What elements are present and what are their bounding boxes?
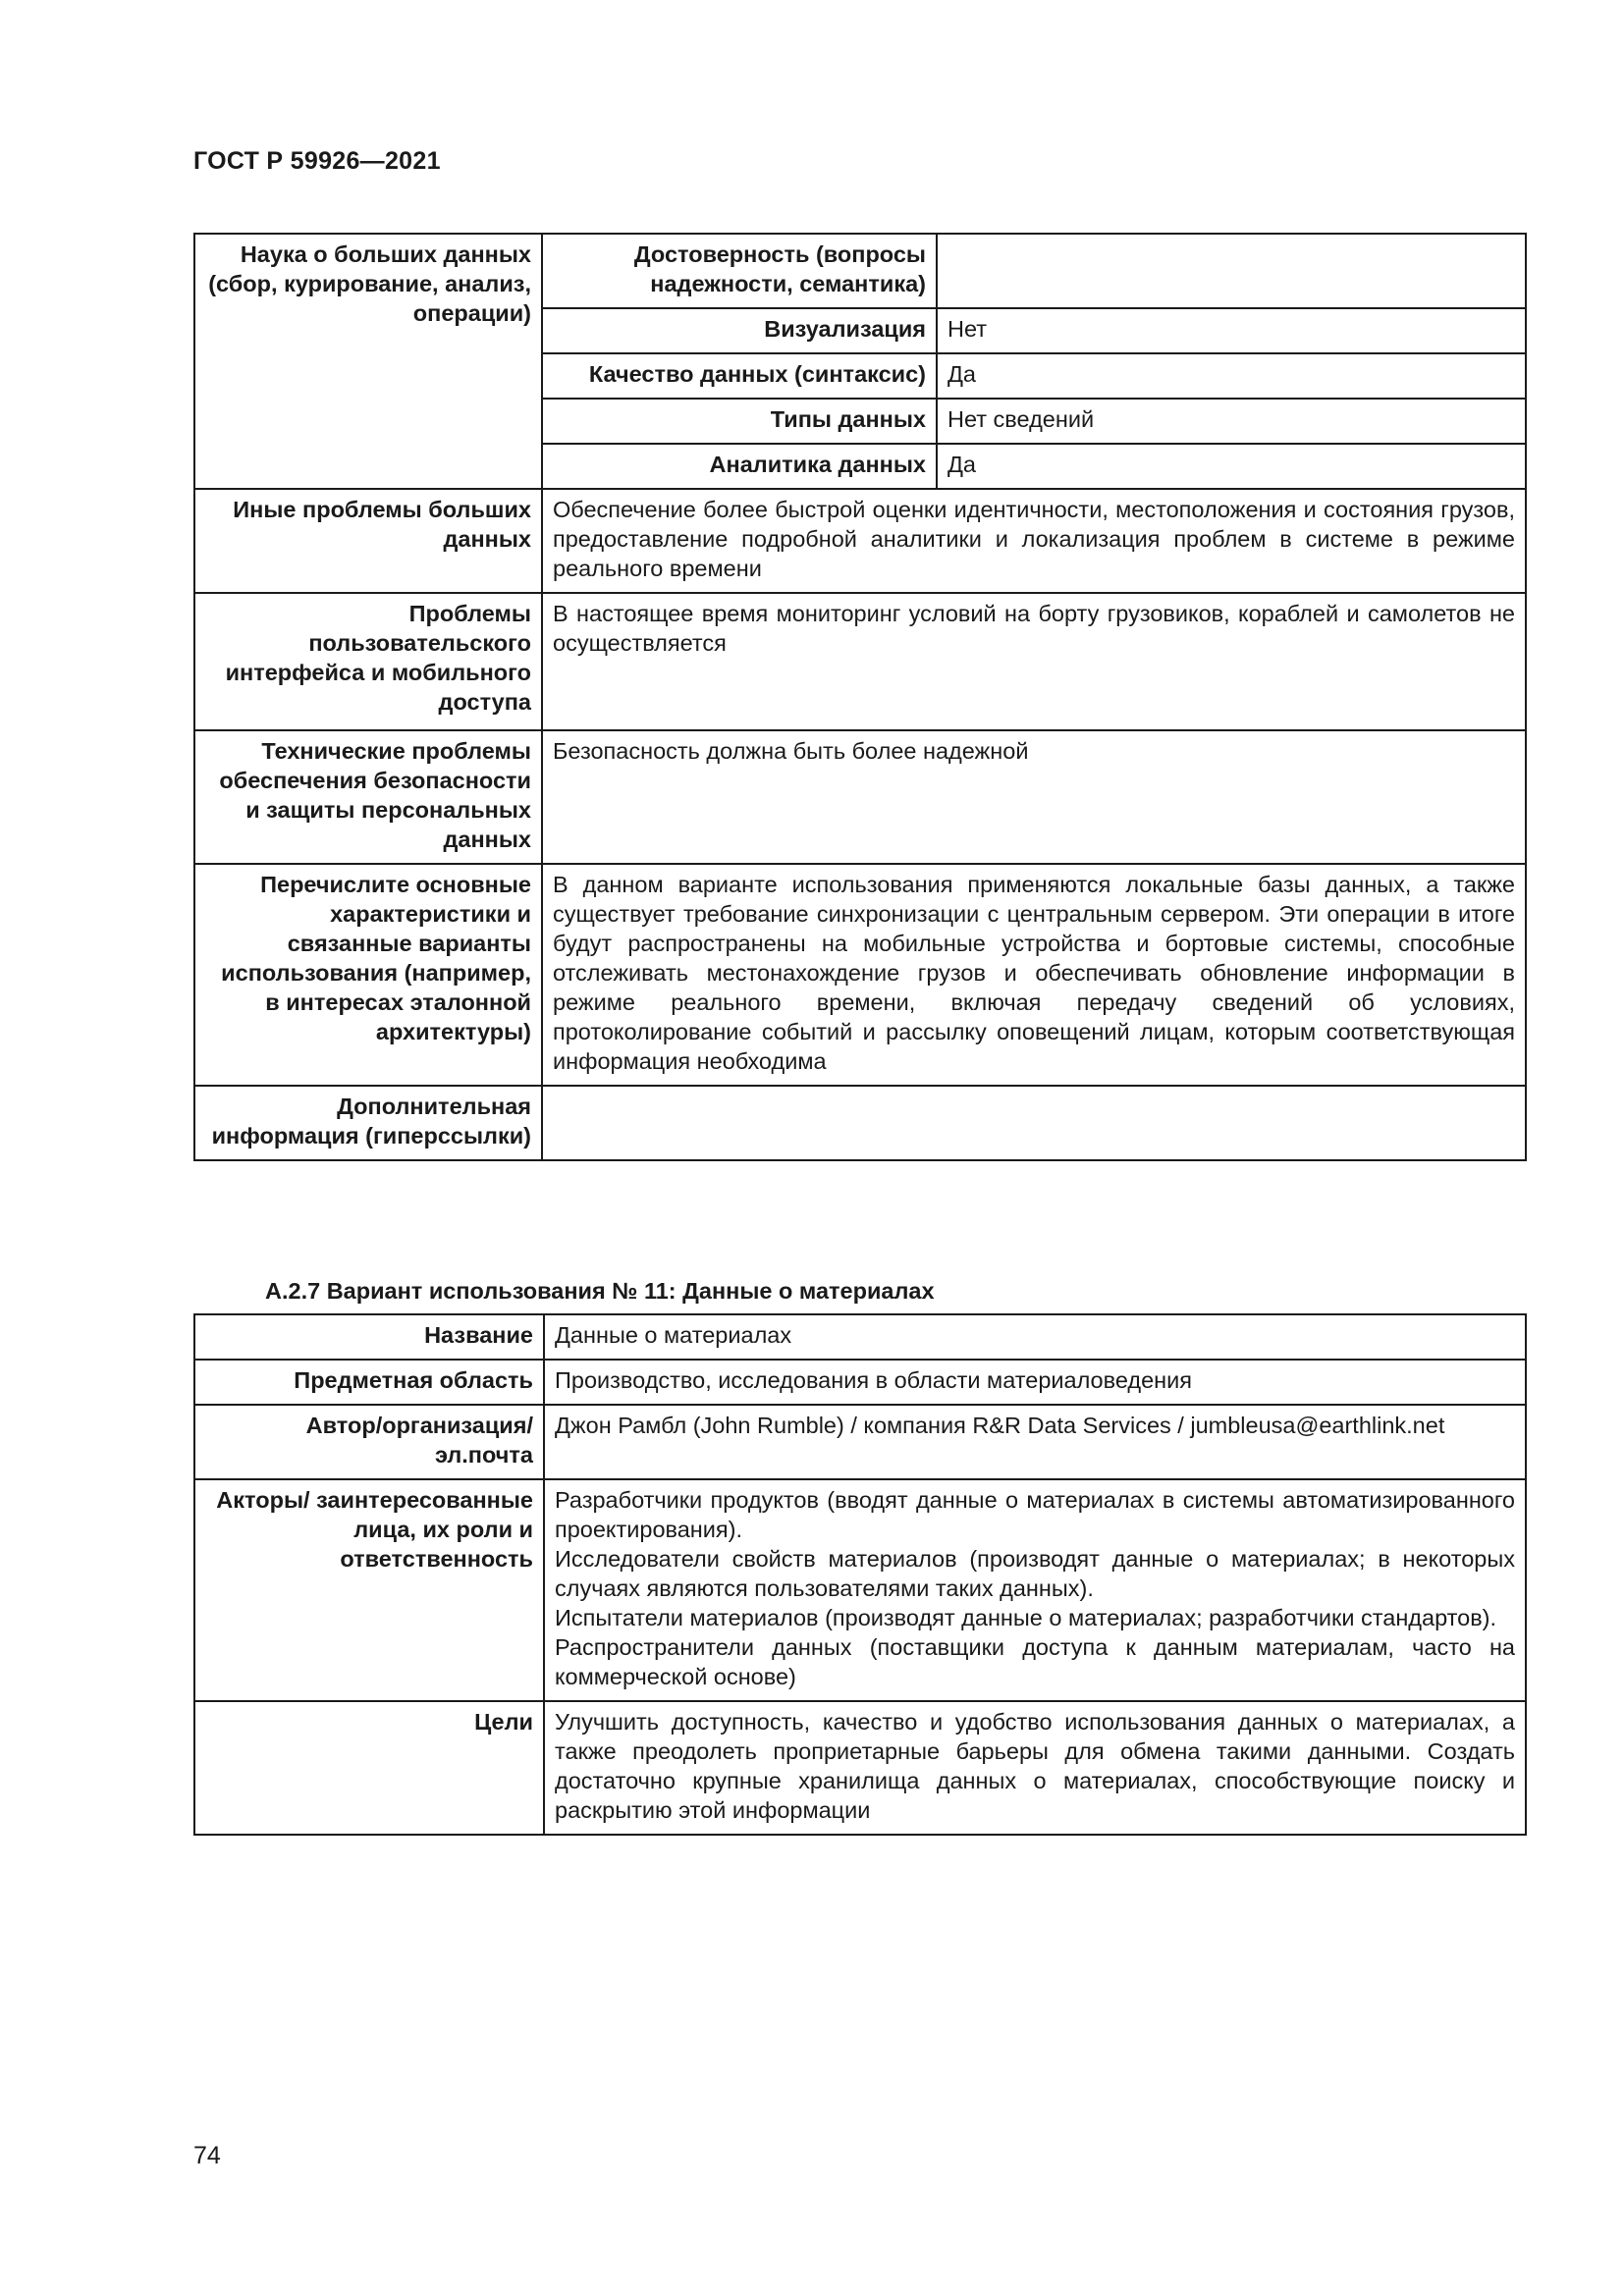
table-row — [194, 593, 1526, 730]
table-row — [194, 1701, 1526, 1835]
sub-value-veracity — [937, 234, 1526, 308]
actor-line: Испытатели материалов (производят данные о материалах; разработчики стандартов). — [555, 1605, 1497, 1630]
row-label-ui-mobile: Проблемы пользовательского интерфейса и мобильного доступа — [194, 593, 542, 730]
row-label-security: Технические проблемы обеспечения безопасности и защиты персональных данных — [194, 730, 542, 864]
row-label-author: Автор/организация/ эл.почта — [194, 1405, 544, 1479]
table-row — [194, 1314, 1526, 1360]
sub-label-data-quality: Качество данных (синтаксис) — [542, 353, 937, 399]
row-label-name: Название — [194, 1314, 544, 1360]
sub-value-data-quality: Да — [937, 353, 1526, 399]
sub-label-veracity: Достоверность (вопросы надежности, семантика) — [542, 234, 937, 308]
actor-line: Разработчики продуктов (вводят данные о материалах в системы автоматизированного проектирования). — [555, 1487, 1515, 1542]
row-label-goals: Цели — [194, 1701, 544, 1835]
sub-value-data-types: Нет сведений — [937, 399, 1526, 444]
row-label-additional-info: Дополнительная информация (гиперссылки) — [194, 1086, 542, 1160]
sub-label-visualization: Визуализация — [542, 308, 937, 353]
row-value-goals: Улучшить доступность, качество и удобство использования данных о материалах, а также преодолеть проприетарные барьеры для обмена такими данными. Создать достаточно крупные хранилища данных о материалах, способствующие поиску и раскрытию этой информации — [544, 1701, 1526, 1835]
table-row — [194, 489, 1526, 593]
sub-label-data-analytics: Аналитика данных — [542, 444, 937, 489]
row-value-characteristics: В данном варианте использования применяются локальные базы данных, а также существует требование синхронизации с центральным сервером. Эти операции в итоге будут распространены на мобильные устройства и бортовые системы, способные отслеживать местонахождение грузов и обеспечивать обновление информации в режиме реального времени, включая передачу сведений об условиях, протоколирование событий и рассылку оповещений лицам, которым соответствующая информация необходима — [542, 864, 1526, 1086]
sub-label-data-types: Типы данных — [542, 399, 937, 444]
actor-line: Исследователи свойств материалов (производят данные о материалах; в некоторых случаях являются пользователями таких данных). — [555, 1546, 1515, 1601]
table-row — [194, 1086, 1526, 1160]
table-row — [194, 730, 1526, 864]
row-label-characteristics: Перечислите основные характеристики и связанные варианты использования (например, в интересах эталонной архитектуры) — [194, 864, 542, 1086]
table-row — [194, 864, 1526, 1086]
section-title: А.2.7 Вариант использования № 11: Данные о материалах — [265, 1278, 935, 1304]
use-case-table-continued — [193, 233, 1527, 1161]
row-value-other-problems: Обеспечение более быстрой оценки идентичности, местоположения и состояния грузов, предоставление подробной аналитики и локализация проблем в системе в режиме реального времени — [542, 489, 1526, 593]
use-case-11-table — [193, 1313, 1527, 1836]
table-row — [194, 1479, 1526, 1701]
row-value-author: Джон Рамбл (John Rumble) / компания R&R Data Services / jumbleusa@earthlink.net — [544, 1405, 1526, 1479]
row-value-name: Данные о материалах — [544, 1314, 1526, 1360]
row-label-big-data-science: Наука о больших данных (сбор, курирование, анализ, операции) — [194, 234, 542, 489]
table-row — [194, 1405, 1526, 1479]
actor-line: Распространители данных (поставщики доступа к данным материалам, часто на коммерческой основе) — [555, 1634, 1515, 1689]
row-label-other-problems: Иные проблемы больших данных — [194, 489, 542, 593]
table-row — [194, 1360, 1526, 1405]
row-label-domain: Предметная область — [194, 1360, 544, 1405]
row-value-domain: Производство, исследования в области материаловедения — [544, 1360, 1526, 1405]
sub-value-visualization: Нет — [937, 308, 1526, 353]
sub-value-data-analytics: Да — [937, 444, 1526, 489]
row-value-additional-info — [542, 1086, 1526, 1160]
row-value-security: Безопасность должна быть более надежной — [542, 730, 1526, 864]
row-label-actors: Акторы/ заинтересованные лица, их роли и ответственность — [194, 1479, 544, 1701]
row-value-actors — [544, 1479, 1526, 1701]
page-number: 74 — [193, 2142, 221, 2169]
document-header: ГОСТ Р 59926—2021 — [193, 147, 441, 175]
row-value-ui-mobile: В настоящее время мониторинг условий на борту грузовиков, кораблей и самолетов не осуществляется — [542, 593, 1526, 730]
table-row — [194, 234, 1526, 308]
